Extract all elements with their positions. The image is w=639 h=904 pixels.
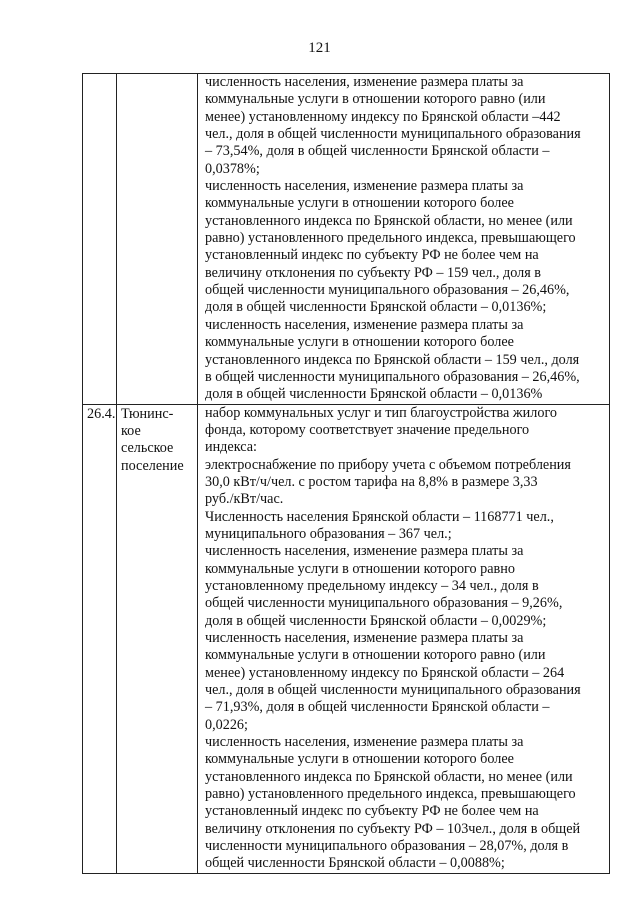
description-line: 0,0378%; xyxy=(205,160,260,177)
description-line: доля в общей численности Брянской области – 0,0029%; xyxy=(205,612,547,629)
table-body xyxy=(83,74,610,874)
municipality-name-line: кое xyxy=(121,422,141,439)
description-line: муниципального образования – 367 чел.; xyxy=(205,525,452,542)
row-number-cell xyxy=(83,404,117,873)
description-line: общей численности муниципального образования – 26,46%, xyxy=(205,282,570,299)
description-line: численности муниципального образования – 28,07%, доля в xyxy=(205,838,569,855)
municipality-name-line: Тюнинс- xyxy=(121,405,174,422)
description-line: доля в общей численности Брянской области – 0,0136% xyxy=(205,386,543,403)
description-line: численность населения, изменение размера платы за xyxy=(205,630,524,646)
description-line: численность населения, изменение размера платы за xyxy=(205,178,524,195)
page-number: 121 xyxy=(308,40,331,56)
description-line: в общей численности муниципального образования – 26,46%, xyxy=(205,368,580,385)
description-line: менее) установленному индексу по Брянской области –442 xyxy=(205,108,561,125)
description-line: коммунальные услуги в отношении которого более xyxy=(205,751,514,768)
description-cell xyxy=(198,404,610,873)
description-line: чел., доля в общей численности муниципального образования xyxy=(205,126,581,143)
description-line: набор коммунальных услуг и тип благоустройства жилого xyxy=(205,404,558,421)
description-line: руб./кВт/час. xyxy=(205,491,284,508)
municipality-name-line: поселение xyxy=(121,457,184,474)
description-line: установленного индекса по Брянской области – 159 чел., доля xyxy=(205,351,580,368)
description-line: численность населения, изменение размера платы за xyxy=(205,543,524,560)
table-row xyxy=(83,74,610,405)
description-line: электроснабжение по прибору учета с объемом потребления xyxy=(205,456,571,473)
description-line: фонда, которому соответствует значение предельного xyxy=(205,421,530,438)
description-line: установленного индекса по Брянской области, но менее (или xyxy=(205,212,573,229)
municipality-cell xyxy=(117,404,198,873)
description-line: установленному предельному индексу – 34 чел., доля в xyxy=(205,577,539,594)
description-line: величину отклонения по субъекту РФ – 159 чел., доля в xyxy=(205,264,541,281)
description-line: равно) установленного предельного индекса, превышающего xyxy=(205,786,576,803)
description-line: – 73,54%, доля в общей численности Брянской области – xyxy=(205,143,550,160)
description-line: коммунальные услуги в отношении которого более xyxy=(205,195,514,212)
description-line: коммунальные услуги в отношении которого равно (или xyxy=(205,91,546,108)
table-row xyxy=(83,404,610,873)
description-cell xyxy=(198,74,610,405)
description-line: 0,0226; xyxy=(205,716,248,733)
description-line: коммунальные услуги в отношении которого более xyxy=(205,334,514,351)
description-line: менее) установленному индексу по Брянской области – 264 xyxy=(205,664,565,681)
description-line: равно) установленного предельного индекса, превышающего xyxy=(205,230,576,247)
description-line: Численность населения Брянской области – 1168771 чел., xyxy=(205,508,554,525)
description-line: коммунальные услуги в отношении которого равно xyxy=(205,560,515,577)
description-line: установленный индекс по субъекту РФ не более чем на xyxy=(205,247,539,264)
description-line: индекса: xyxy=(205,439,257,456)
municipality-name-line: сельское xyxy=(121,440,174,457)
description-line: величину отклонения по субъекту РФ – 103чел., доля в общей xyxy=(205,820,581,837)
description-line: установленного индекса по Брянской области, но менее (или xyxy=(205,768,573,785)
description-line: коммунальные услуги в отношении которого равно (или xyxy=(205,647,546,664)
tariff-table xyxy=(82,73,610,874)
description-line: 30,0 кВт/ч/чел. с ростом тарифа на 8,8% в размере 3,33 xyxy=(205,473,538,490)
description-line: численность населения, изменение размера платы за xyxy=(205,316,524,333)
municipality-cell xyxy=(117,74,198,405)
description-line: – 71,93%, доля в общей численности Брянской области – xyxy=(205,699,550,716)
description-line: численность населения, изменение размера платы за xyxy=(205,74,524,90)
description-line: общей численности муниципального образования – 9,26%, xyxy=(205,595,563,612)
description-line: чел., доля в общей численности муниципального образования xyxy=(205,682,581,699)
description-line: установленный индекс по субъекту РФ не более чем на xyxy=(205,803,539,820)
row-number-cell xyxy=(83,74,117,405)
description-line: общей численности Брянской области – 0,0088%; xyxy=(205,855,505,872)
row-number: 26.4. xyxy=(87,405,116,422)
description-line: доля в общей численности Брянской области – 0,0136%; xyxy=(205,299,547,316)
description-line: численность населения, изменение размера платы за xyxy=(205,734,524,751)
